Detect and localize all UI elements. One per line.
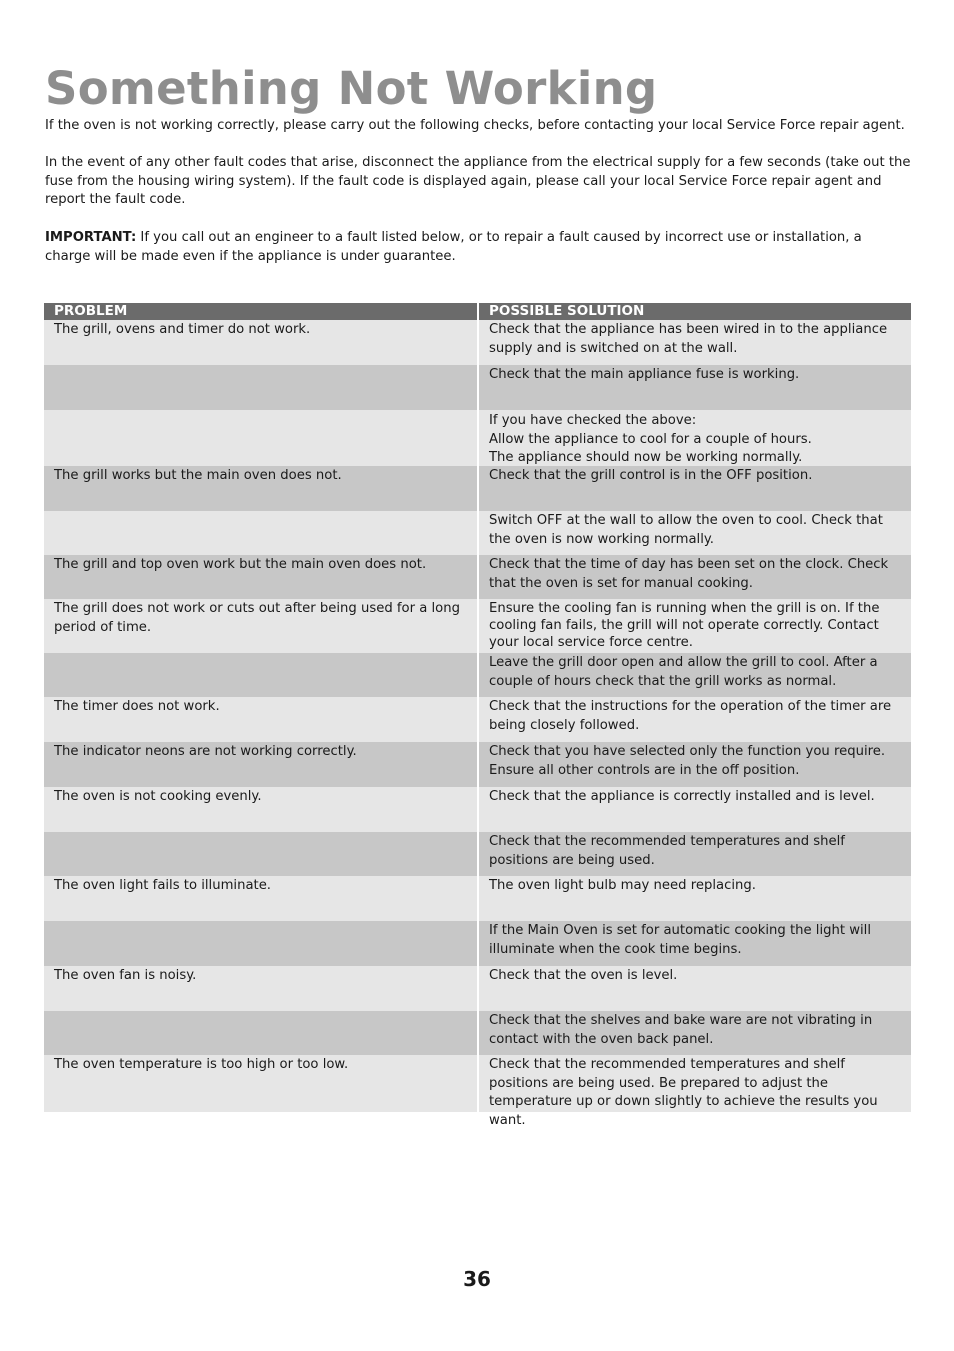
- table-row: [44, 876, 911, 921]
- problem-cell: The oven temperature is too high or too low.: [44, 1055, 477, 1112]
- problem-cell: The grill works but the main oven does not.: [44, 466, 477, 511]
- solution-cell: Check that the recommended temperatures and shelf positions are being used.: [477, 832, 911, 876]
- table-row: [44, 832, 911, 876]
- solution-cell: Check that the time of day has been set on the clock. Check that the oven is set for manual cooking.: [477, 555, 911, 599]
- table-row: [44, 1055, 911, 1128]
- table-row: [44, 966, 911, 1011]
- table-row: [44, 511, 911, 555]
- problem-cell: [44, 921, 477, 966]
- solution-cell: Check that the instructions for the operation of the timer are being closely followed.: [477, 697, 911, 742]
- solution-cell: Leave the grill door open and allow the grill to cool. After a couple of hours check that the grill works as normal.: [477, 653, 911, 697]
- problem-cell: The grill does not work or cuts out after being used for a long period of time.: [44, 599, 477, 653]
- solution-cell: If the Main Oven is set for automatic cooking the light will illuminate when the cook time begins.: [477, 921, 911, 966]
- important-paragraph: [45, 229, 911, 266]
- solution-cell: If you have checked the above: Allow the appliance to cool for a couple of hours. The appliance should now be working normally.: [477, 410, 911, 466]
- intro-paragraph: If the oven is not working correctly, please carry out the following checks, before contacting your local Service Force repair agent.: [45, 118, 905, 133]
- solution-cell: Check that the recommended temperatures and shelf positions are being used. Be prepared to adjust the temperature up or down slightly to achieve the results you want.: [477, 1055, 911, 1112]
- solution-cell: Switch OFF at the wall to allow the oven to cool. Check that the oven is now working normally.: [477, 511, 911, 555]
- solution-cell: Check that the appliance is correctly installed and is level.: [477, 787, 911, 832]
- table-row: [44, 1011, 911, 1055]
- header-problem: PROBLEM: [44, 303, 477, 320]
- solution-cell: Ensure the cooling fan is running when the grill is on. If the cooling fan fails, the grill will not operate correctly. Contact your local service force centre.: [477, 599, 911, 653]
- important-text: If you call out an engineer to a fault listed below, or to repair a fault caused by incorrect use or installation, a charge will be made even if the appliance is under guarantee.: [45, 230, 862, 264]
- problem-cell: The oven fan is noisy.: [44, 966, 477, 1011]
- problem-cell: The oven is not cooking evenly.: [44, 787, 477, 832]
- problem-cell: The indicator neons are not working correctly.: [44, 742, 477, 787]
- table-row: [44, 365, 911, 410]
- solution-cell: Check that the main appliance fuse is working.: [477, 365, 911, 410]
- problem-cell: [44, 511, 477, 555]
- table-row: [44, 787, 911, 832]
- table-row: [44, 555, 911, 599]
- table-row: [44, 410, 911, 466]
- problem-cell: The oven light fails to illuminate.: [44, 876, 477, 921]
- problem-cell: [44, 832, 477, 876]
- table-row: [44, 697, 911, 742]
- table-row: [44, 921, 911, 966]
- solution-cell: Check that the shelves and bake ware are not vibrating in contact with the oven back panel.: [477, 1011, 911, 1055]
- table-row: [44, 320, 911, 365]
- page-number: 36: [463, 1267, 491, 1291]
- table-row: [44, 653, 911, 697]
- table-row: [44, 466, 911, 511]
- problem-cell: The grill, ovens and timer do not work.: [44, 320, 477, 365]
- problem-cell: The grill and top oven work but the main oven does not.: [44, 555, 477, 599]
- table-row: [44, 742, 911, 787]
- solution-cell: Check that the appliance has been wired in to the appliance supply and is switched on at the wall.: [477, 320, 911, 365]
- solution-cell: Check that the oven is level.: [477, 966, 911, 1011]
- page-title: Something Not Working: [45, 62, 658, 115]
- table-row: [44, 599, 911, 653]
- problem-cell: [44, 1011, 477, 1055]
- problem-cell: The timer does not work.: [44, 697, 477, 742]
- header-solution: POSSIBLE SOLUTION: [477, 303, 911, 320]
- table-header: [44, 303, 911, 320]
- problem-cell: [44, 653, 477, 697]
- problem-cell: [44, 365, 477, 410]
- solution-cell: Check that the grill control is in the OFF position.: [477, 466, 911, 511]
- important-label: IMPORTANT:: [45, 230, 137, 245]
- problem-cell: [44, 410, 477, 466]
- solution-cell: The oven light bulb may need replacing.: [477, 876, 911, 921]
- fault-codes-paragraph: In the event of any other fault codes that arise, disconnect the appliance from the electrical supply for a few seconds (take out the fuse from the housing wiring system). If the fault code is displayed again, please call your local Service Force repair agent and report the fault code.: [45, 155, 911, 207]
- troubleshooting-table: [44, 303, 911, 1128]
- solution-cell: Check that you have selected only the function you require. Ensure all other controls are in the off position.: [477, 742, 911, 787]
